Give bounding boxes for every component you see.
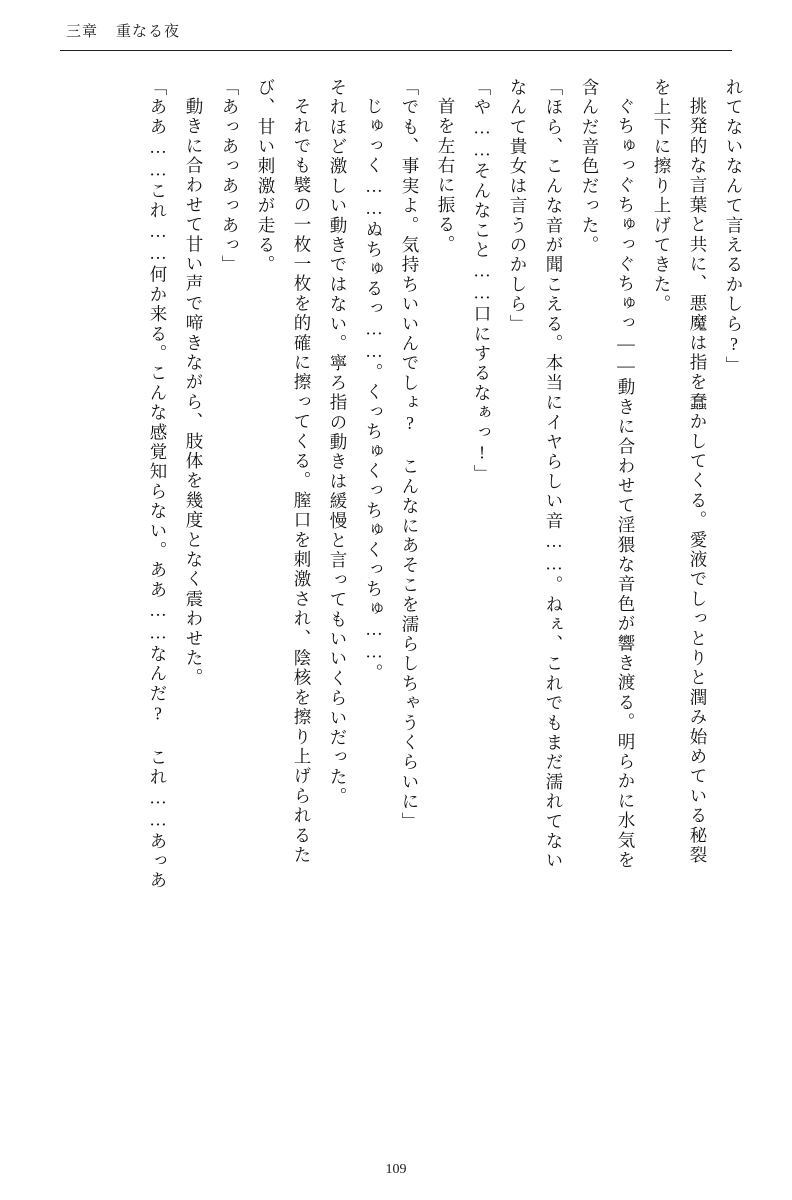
page-number: 109: [385, 1162, 407, 1177]
text-line: 「や……そんなこと……口にするなぁっ!」: [472, 78, 492, 485]
text-line: それでも襞の一枚一枚を的確に擦ってくる。膣口を刺激され、陰核を擦り上げられるた: [292, 97, 312, 866]
page-header: [66, 20, 180, 41]
text-line: 「でも、事実よ。気持ちいいんでしょ? こんなにあそこを濡らしちゃうくらいに」: [400, 78, 420, 832]
text-line: なんて貴女は言うのかしら」: [508, 78, 528, 335]
text-line: 「あっあっあっあっ」: [220, 78, 240, 275]
text-line: 「ほら、こんな音が聞こえる。本当にイヤらしい音……。ねぇ、これでもまだ濡れてない: [544, 78, 564, 871]
text-line: ぐちゅっぐちゅっぐちゅっ——動きに合わせて淫猥な音色が響き渡る。明らかに水気を: [616, 97, 636, 871]
text-line: を上下に擦り上げてきた。: [652, 78, 672, 315]
chapter-number: 三章: [66, 24, 99, 40]
text-line: れてないなんて言えるかしら?」: [724, 78, 744, 376]
header-rule: [60, 50, 732, 51]
text-line: 含んだ音色だった。: [580, 78, 600, 256]
text-line: 「ああ……これ……何か来る。こんな感覚知らない。ああ……なんだ? これ……あっあ: [148, 78, 168, 891]
text-line: 挑発的な言葉と共に、悪魔は指を蠢かしてくる。愛液でしっとりと潤み始めている秘裂: [688, 97, 708, 866]
body-text: [52, 78, 742, 1138]
text-line: 首を左右に振る。: [436, 97, 456, 255]
chapter-title: 重なる夜: [116, 24, 181, 40]
text-line: 動きに合わせて甘い声で啼きながら、肢体を幾度となく震わせた。: [184, 97, 204, 688]
text-line: じゅっく……ぬちゅるっ……。くっちゅくっちゅくっちゅ……。: [364, 97, 384, 684]
text-line: び、甘い刺激が走る。: [256, 78, 276, 275]
text-line: それほど激しい動きではない。寧ろ指の動きは緩慢と言ってもいいくらいだった。: [328, 78, 348, 807]
